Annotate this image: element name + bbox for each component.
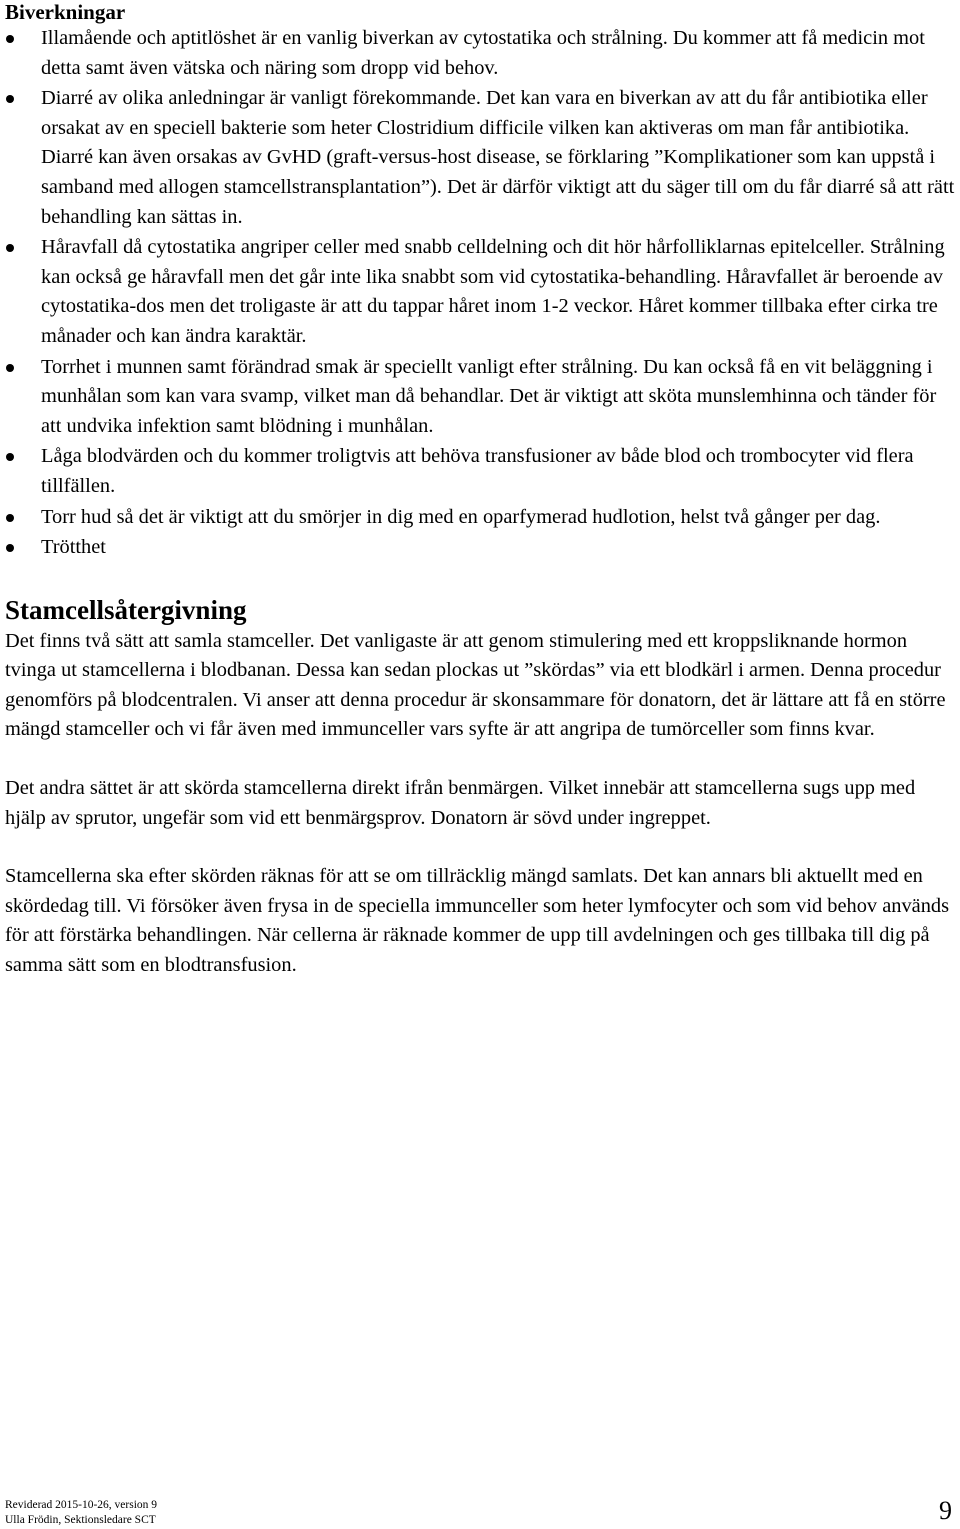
page-number: 9	[939, 1496, 952, 1525]
list-item	[5, 233, 955, 351]
list-item	[5, 442, 955, 501]
list-item-text: Illamående och aptitlöshet är en vanlig biverkan av cytostatika och strålning. Du kommer att få medicin mot detta samt även vätska och näring som dropp vid behov.	[41, 27, 925, 79]
author-text: Ulla Frödin, Sektionsledare SCT	[5, 1514, 156, 1526]
bullet-icon	[6, 453, 14, 461]
bullet-icon	[6, 35, 14, 43]
bullet-icon	[6, 95, 14, 103]
section-heading-stamcellsatergivning: Stamcellsåtergivning	[5, 594, 247, 625]
paragraph: Det finns två sätt att samla stamceller. Det vanligaste är att genom stimulering med ett kroppsliknande hormon tvinga ut stamcellerna i blodbanan. Dessa kan sedan plockas ut ”skördas” via ett blodkärl i armen. Denna procedur genomförs på blodcentralen. Vi anser att denna procedur är skonsammare för donatorn, det är lättare att få en större mängd stamceller och vi får även med immunceller vars syfte är att angripa de tumörceller som finns kvar.	[5, 629, 946, 741]
paragraph: Stamcellerna ska efter skörden räknas för att se om tillräcklig mängd samlats. Det kan annars bli aktuellt med en skördedag till. Vi försöker även frysa in de speciella immunceller som heter lymfocyter och som vid behov används för att förstärka behandlingen. När cellerna är räknade kommer de upp till avdelningen och ges tillbaka till dig på samma sätt som en blodtransfusion.	[5, 865, 950, 977]
bullet-icon	[6, 544, 14, 552]
document-body	[5, 0, 955, 981]
list-item	[5, 353, 955, 442]
list-item-text: Håravfall då cytostatika angriper celler med snabb celldelning och dit hör hårfolliklarnas epitelceller. Strålning kan också ge håravfall men det går inte lika snabbt som vid cytostatika-behandling. Håravfallet är beroende av cytostatika-dos men det troligaste är att du tappar håret inom 1-2 veckor. Håret kommer tillbaka efter cirka tre månader och kan ändra karaktär.	[41, 236, 945, 347]
revision-text: Reviderad 2015-10-26, version 9	[5, 1499, 158, 1511]
list-item	[5, 533, 955, 563]
list-item-text: Diarré av olika anledningar är vanligt förekommande. Det kan vara en biverkan av att du får antibiotika eller orsakat av en speciell bakterie som heter Clostridium difficile vilken kan aktiveras om man får antibiotika. Diarré kan även orsakas av GvHD (graft-versus-host disease, se förklaring ”Komplikationer som kan uppstå i samband med allogen stamcellstransplantation”). Det är därför viktigt att du säger till om du får diarré så att rätt behandling kan sättas in.	[41, 87, 955, 228]
bullet-icon	[6, 244, 14, 252]
bullet-icon	[6, 514, 14, 522]
list-item	[5, 24, 955, 83]
list-item-text: Trötthet	[41, 536, 106, 559]
paragraph: Det andra sättet är att skörda stamcellerna direkt ifrån benmärgen. Vilket innebär att stamcellerna sugs upp med hjälp av sprutor, ungefär som vid ett benmärgsprov. Donatorn är sövd under ingreppet.	[5, 777, 916, 829]
section-heading-biverkningar: Biverkningar	[5, 0, 126, 24]
list-item-text: Torr hud så det är viktigt att du smörjer in dig med en oparfymerad hudlotion, helst två gånger per dag.	[41, 505, 881, 528]
list-item	[5, 503, 955, 533]
side-effects-list	[5, 24, 955, 563]
list-item	[5, 84, 955, 232]
page-footer	[5, 1498, 157, 1528]
list-item-text: Låga blodvärden och du kommer troligtvis att behöva transfusioner av både blod och trombocyter vid flera tillfällen.	[41, 445, 914, 497]
bullet-icon	[6, 364, 14, 372]
list-item-text: Torrhet i munnen samt förändrad smak är speciellt vanligt efter strålning. Du kan också få en vit beläggning i munhålan som kan vara svamp, vilket man då behandlar. Det är viktigt att sköta munslemhinna och tänder för att undvika infektion samt blödning i munhålan.	[41, 355, 937, 437]
